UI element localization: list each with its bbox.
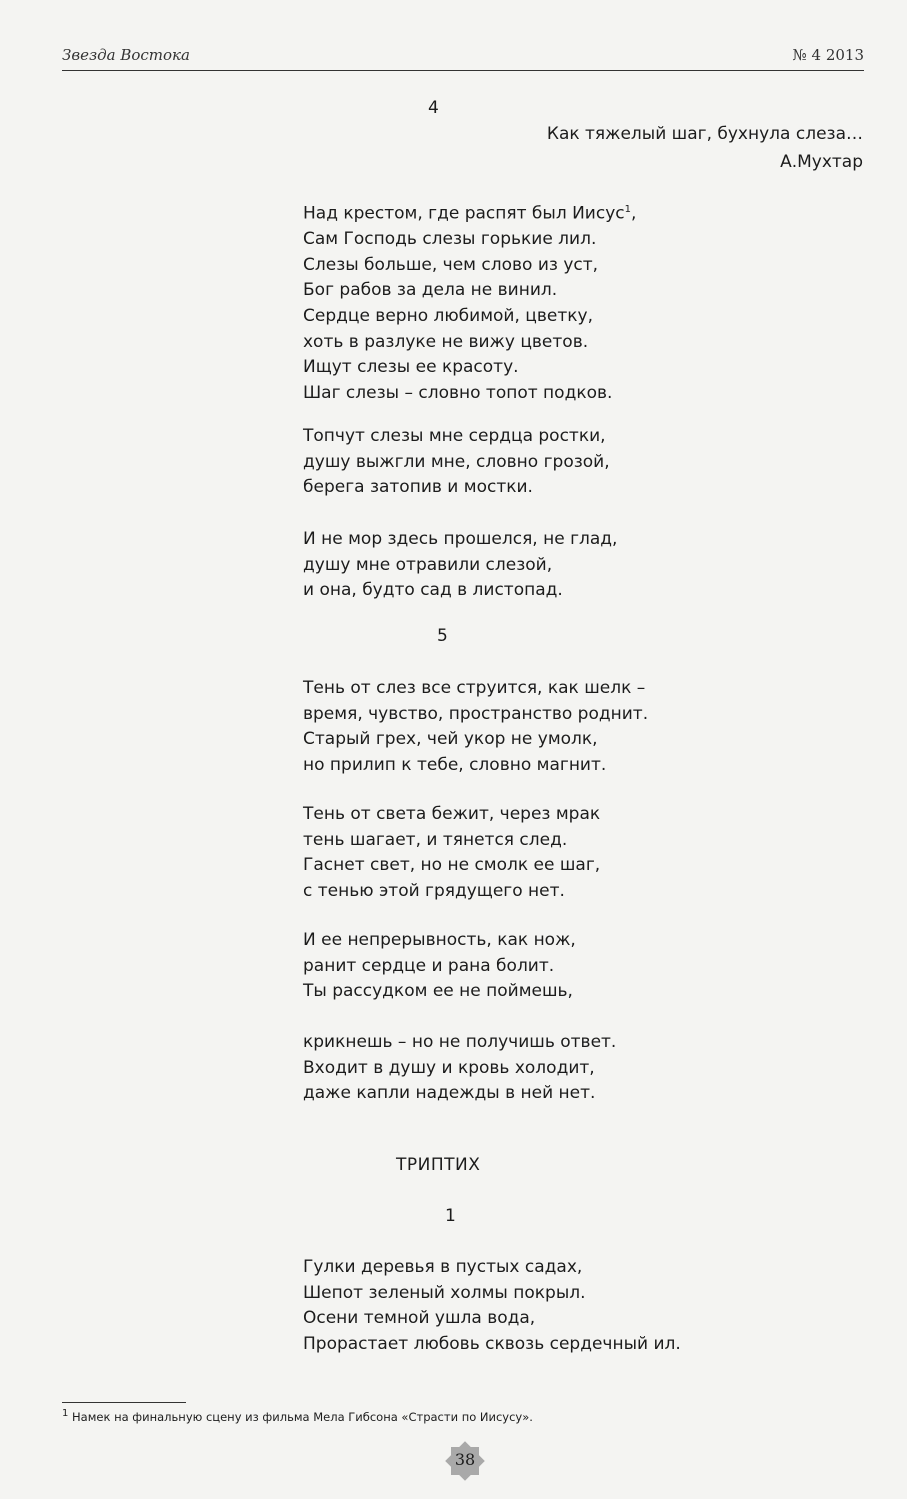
stanza xyxy=(303,802,600,904)
section-number-1: 1 xyxy=(445,1206,456,1226)
verse-line: И не мор здесь прошелся, не глад, xyxy=(303,529,618,549)
footnote-mark: 1 xyxy=(62,1408,69,1419)
verse-line: ранит сердце и рана болит. xyxy=(303,955,555,976)
verse-line: Слезы больше, чем слово из уст, xyxy=(303,254,599,275)
epigraph-author: А.Мухтар xyxy=(780,152,863,172)
verse-line: Осени темной ушла вода, xyxy=(303,1308,536,1329)
verse-line: хоть в разлуке не вижу цветов. xyxy=(303,331,589,352)
stanza xyxy=(303,676,648,778)
verse-line: Ищут слезы ее красоту. xyxy=(303,357,519,378)
epigraph xyxy=(547,120,863,176)
running-header xyxy=(62,44,864,71)
verse-line: берега затопив и мостки. xyxy=(303,477,533,498)
verse-line: время, чувство, пространство роднит. xyxy=(303,703,649,724)
journal-name: Звезда Востока xyxy=(62,46,190,64)
verse-line: Сердце верно любимой, цветку, xyxy=(303,306,593,327)
stanza xyxy=(303,424,610,501)
issue-number: № 4 2013 xyxy=(792,46,864,64)
stanza xyxy=(303,1255,681,1357)
verse-line: Тень от света бежит, через мрак xyxy=(303,804,601,824)
verse-line: тень шагает, и тянется след. xyxy=(303,829,568,850)
stanza xyxy=(303,1030,616,1107)
verse-line: и она, будто сад в листопад. xyxy=(303,580,563,601)
footnote-divider xyxy=(62,1402,186,1403)
verse-line: Входит в душу и кровь холодит, xyxy=(303,1057,595,1078)
stanza xyxy=(303,928,576,1005)
verse-line: Прорастает любовь сквозь сердечный ил. xyxy=(303,1333,681,1354)
verse-line: И ее непрерывность, как нож, xyxy=(303,930,576,950)
page-number: 38 xyxy=(454,1450,476,1469)
footnote-text: Намек на финальную сцену из фильма Мела Гибсона «Страсти по Иисусу». xyxy=(68,1409,533,1424)
section-number-4: 4 xyxy=(428,98,439,118)
section-number-5: 5 xyxy=(437,626,448,646)
stanza xyxy=(303,527,617,604)
verse-line: Тень от слез все струится, как шелк – xyxy=(303,678,646,698)
poem-title: ТРИПТИХ xyxy=(396,1155,481,1175)
verse-line: Гулки деревья в пустых садах, xyxy=(303,1257,583,1277)
verse-line: Сам Господь слезы горькие лил. xyxy=(303,229,597,250)
verse-line: Шаг слезы – словно топот подков. xyxy=(303,382,613,403)
verse-line: Ты рассудком ее не поймешь, xyxy=(303,981,573,1002)
verse-line: Над крестом, где распят был Иисус$^1$, xyxy=(303,203,637,224)
verse-line: Шепот зеленый холмы покрыл. xyxy=(303,1282,586,1303)
stanza xyxy=(303,197,636,406)
epigraph-text: Как тяжелый шаг, бухнула слеза… xyxy=(546,124,863,144)
verse-line: душу выжгли мне, словно грозой, xyxy=(303,451,610,472)
verse-line: Топчут слезы мне сердца ростки, xyxy=(303,426,606,446)
verse-line: с тенью этой грядущего нет. xyxy=(303,880,565,901)
verse-line: Старый грех, чей укор не умолк, xyxy=(303,729,598,750)
verse-line: душу мне отравили слезой, xyxy=(303,554,553,575)
footnote xyxy=(62,1408,533,1424)
verse-line: Бог рабов за дела не винил. xyxy=(303,280,558,301)
verse-line: но прилип к тебе, словно магнит. xyxy=(303,754,607,775)
verse-line: крикнешь – но не получишь ответ. xyxy=(303,1032,617,1052)
page-number-badge xyxy=(442,1438,488,1484)
verse-line: даже капли надежды в ней нет. xyxy=(303,1083,596,1104)
footnote-ref[interactable]: 1 xyxy=(624,204,631,215)
verse-line: Гаснет свет, но не смолк ее шаг, xyxy=(303,855,601,876)
